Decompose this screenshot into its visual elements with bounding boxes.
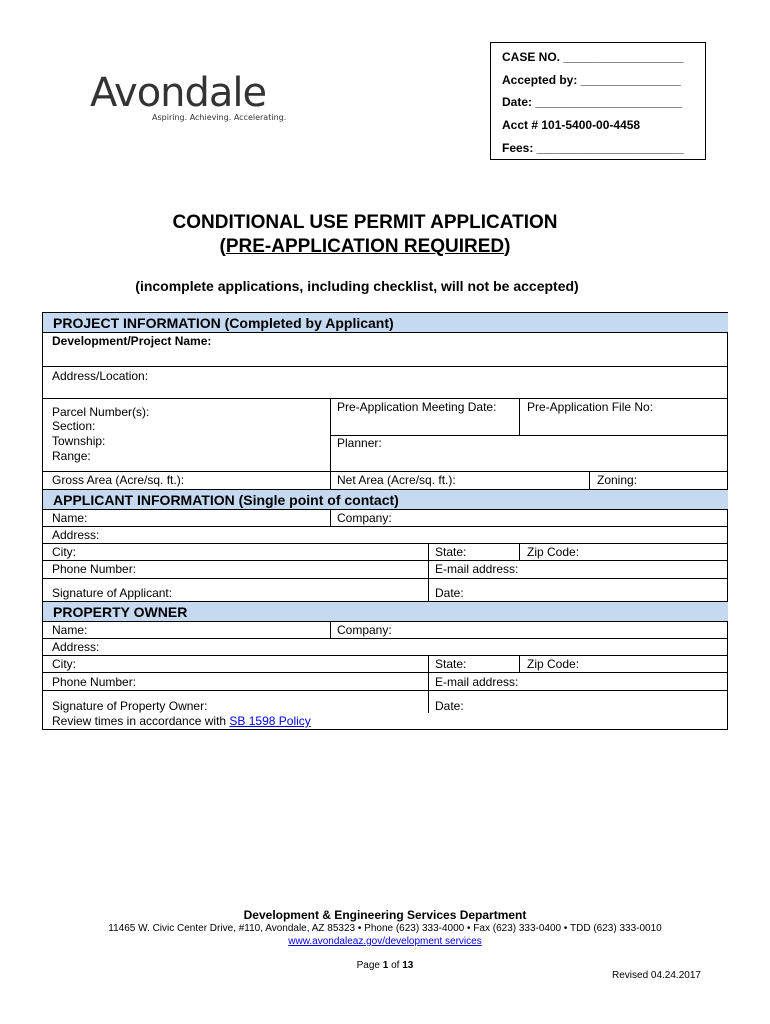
page-total: 13 — [402, 960, 414, 971]
dev-name-label: Development/Project Name: — [52, 334, 212, 348]
owner-city-label: City: — [52, 657, 76, 671]
footer-website-link — [0, 936, 770, 947]
acct-number: Acct # 101-5400-00-4458 — [502, 118, 641, 132]
office-use-box — [490, 42, 706, 160]
section-label: Section: — [52, 419, 96, 433]
page-of: of — [388, 960, 403, 971]
avondale-logo: Avondale — [90, 70, 267, 116]
paren-open: ( — [219, 236, 226, 257]
sb-1598-policy-link[interactable]: SB 1598 Policy — [229, 714, 311, 728]
township-label: Township: — [52, 434, 106, 448]
applicant-info-header: APPLICANT INFORMATION (Single point of contact) — [43, 490, 728, 509]
owner-address-label: Address: — [52, 640, 100, 654]
page-title: CONDITIONAL USE PERMIT APPLICATION — [172, 212, 558, 233]
paren-close: ) — [504, 236, 511, 257]
incomplete-note: (incomplete applications, including checklist, will not be accepted) — [135, 278, 579, 294]
zoning-label: Zoning: — [597, 473, 638, 487]
applicant-email-label: E-mail address: — [435, 562, 519, 576]
range-label: Range: — [52, 449, 91, 463]
review-times-note — [52, 714, 311, 728]
property-owner-header: PROPERTY OWNER — [43, 602, 728, 621]
applicant-date-label: Date: — [435, 586, 464, 600]
project-info-header: PROJECT INFORMATION (Completed by Applicant) — [43, 313, 728, 332]
application-form — [42, 312, 728, 730]
owner-phone-label: Phone Number: — [52, 675, 137, 689]
owner-company-label: Company: — [337, 623, 392, 637]
applicant-phone-label: Phone Number: — [52, 562, 137, 576]
applicant-name-label: Name: — [52, 511, 88, 525]
owner-zip-label: Zip Code: — [527, 657, 580, 671]
pre-meeting-date-label: Pre-Application Meeting Date: — [337, 400, 497, 414]
revised-date: Revised 04.24.2017 — [612, 970, 701, 981]
applicant-company-label: Company: — [337, 511, 392, 525]
page-word: Page — [356, 960, 383, 971]
applicant-zip-label: Zip Code: — [527, 545, 580, 559]
gross-area-label: Gross Area (Acre/sq. ft.): — [52, 473, 185, 487]
net-area-label: Net Area (Acre/sq. ft.): — [337, 473, 456, 487]
logo-tagline: Aspiring. Achieving. Accelerating. — [152, 113, 287, 122]
owner-email-label: E-mail address: — [435, 675, 519, 689]
owner-name-label: Name: — [52, 623, 88, 637]
owner-state-label: State: — [435, 657, 467, 671]
applicant-state-label: State: — [435, 545, 467, 559]
planner-label: Planner: — [337, 436, 382, 450]
pre-file-no-label: Pre-Application File No: — [527, 400, 654, 414]
applicant-signature-label: Signature of Applicant: — [52, 586, 173, 600]
parcel-label: Parcel Number(s): — [52, 405, 150, 419]
address-location-label: Address/Location: — [52, 369, 149, 383]
applicant-address-label: Address: — [52, 528, 100, 542]
page-current: 1 — [382, 960, 389, 971]
date-field: Date: ______________________ — [502, 95, 683, 109]
fees-field: Fees: ______________________ — [502, 141, 684, 155]
pre-application-required: PRE-APPLICATION REQUIRED — [225, 236, 505, 257]
owner-date-label: Date: — [435, 699, 464, 713]
accepted-by-field: Accepted by: _______________ — [502, 73, 681, 87]
applicant-city-label: City: — [52, 545, 76, 559]
review-times-text: Review times in accordance with — [52, 714, 230, 728]
page-subtitle — [0, 236, 730, 258]
footer-address: 11465 W. Civic Center Drive, #110, Avondale, AZ 85323 • Phone (623) 333-4000 • Fax (623) 333-0400 • TDD (623) 333-0010 — [108, 923, 662, 934]
owner-signature-label: Signature of Property Owner: — [52, 699, 208, 713]
footer-department: Development & Engineering Services Department — [243, 908, 527, 922]
website-link[interactable]: www.avondaleaz.gov/development services — [288, 936, 482, 947]
case-no-field: CASE NO. __________________ — [502, 50, 684, 64]
